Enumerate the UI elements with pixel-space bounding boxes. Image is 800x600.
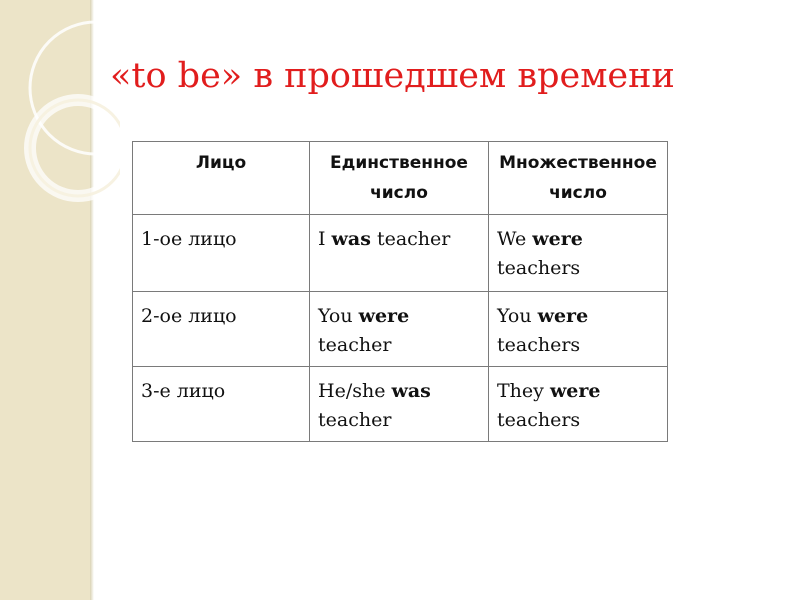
table-row — [133, 367, 668, 442]
header-singular: Единственное число — [310, 142, 489, 215]
plural-cell: We were teachers — [489, 215, 668, 292]
person-cell: 3-е лицо — [133, 367, 310, 442]
grammar-table — [132, 141, 668, 442]
verb-form: were — [532, 228, 583, 250]
singular-cell: He/she was teacher — [310, 367, 489, 442]
verb-form: was — [391, 380, 431, 402]
verb-form: was — [331, 228, 371, 250]
verb-form: were — [537, 305, 589, 327]
singular-cell: I was teacher — [310, 215, 489, 292]
plural-cell: They were teachers — [489, 367, 668, 442]
table-row — [133, 215, 668, 292]
verb-form: were — [549, 380, 601, 402]
header-plural: Множественное число — [489, 142, 668, 215]
verb-form: were — [358, 305, 410, 327]
person-cell: 1-ое лицо — [133, 215, 310, 292]
person-cell: 2-ое лицо — [133, 292, 310, 367]
table-row — [133, 292, 668, 367]
decorative-rings — [0, 0, 120, 220]
slide-title: «to be» в прошедшем времени — [110, 56, 675, 96]
table-header-row — [133, 142, 668, 215]
plural-cell: You were teachers — [489, 292, 668, 367]
singular-cell: You were teacher — [310, 292, 489, 367]
header-person: Лицо — [133, 142, 310, 215]
